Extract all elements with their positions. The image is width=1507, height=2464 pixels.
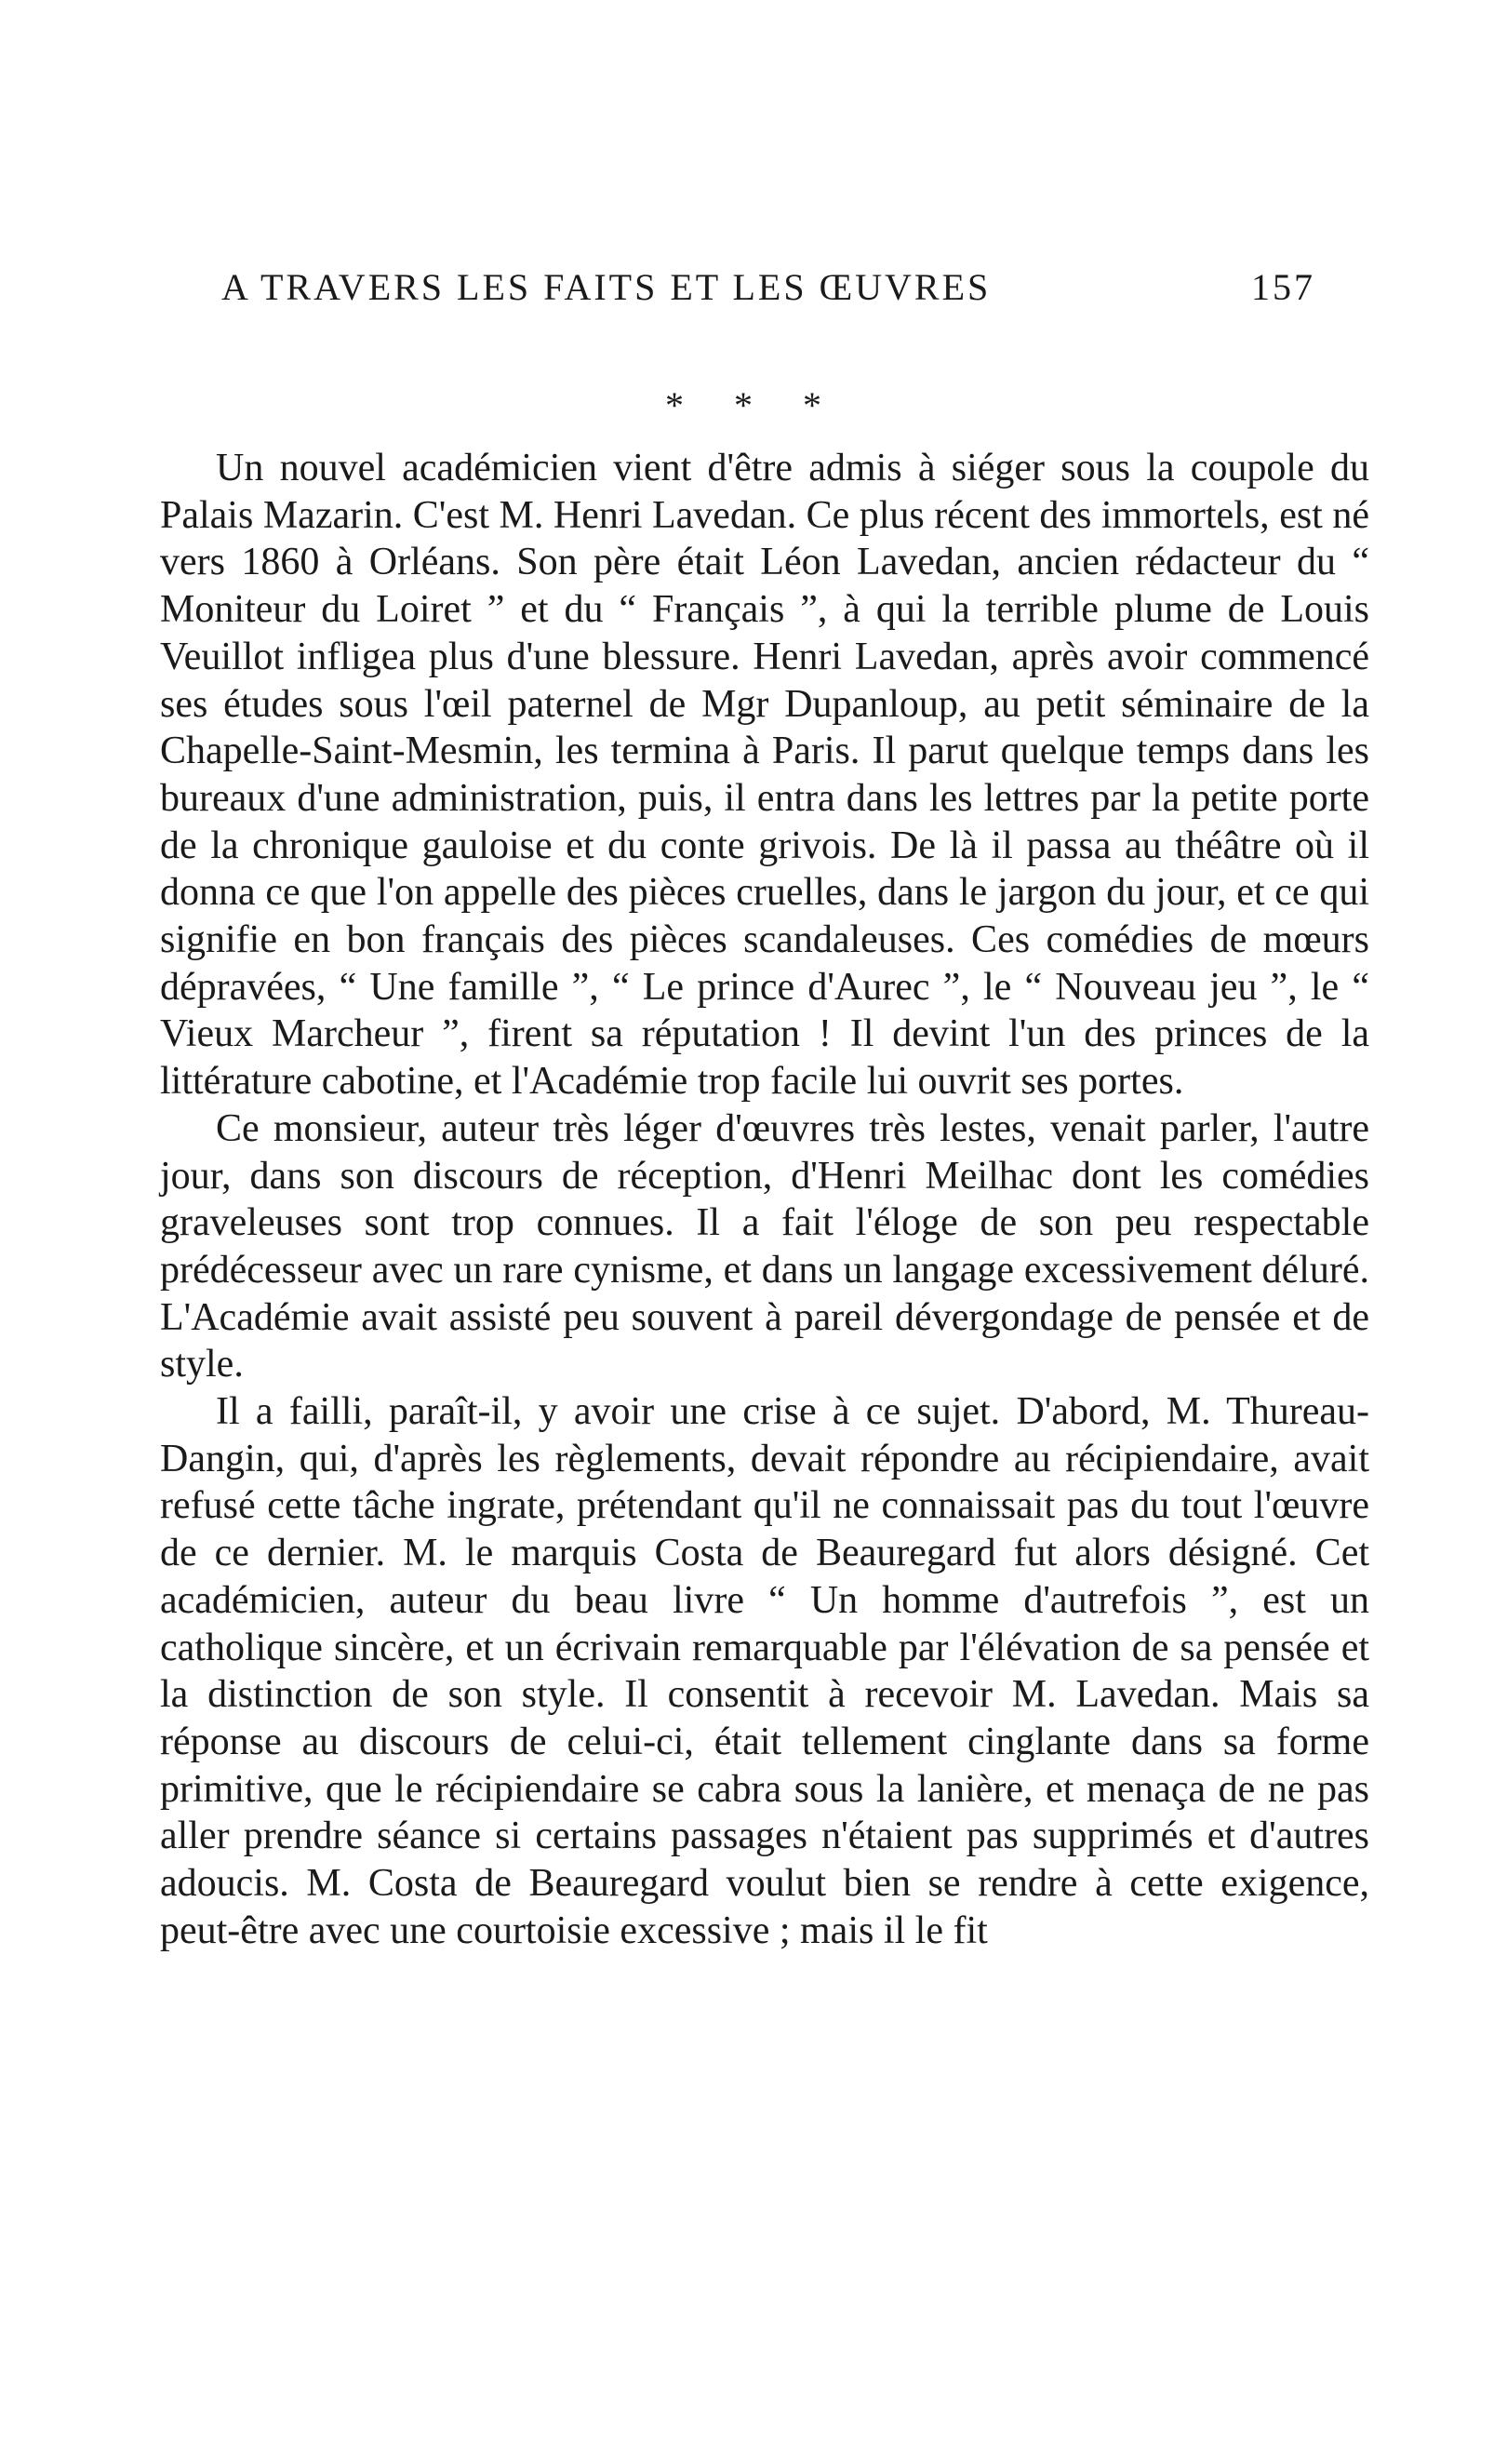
page-number: 157 xyxy=(1251,266,1315,308)
paragraph: Ce monsieur, auteur très léger d'œuvres très lestes, venait parler, l'autre jour, dans son discours de réception, d'Henri Meilhac dont les comédies graveleuses sont trop connues. Il a fait l'éloge de son peu respectable prédécesseur avec un rare cynisme, et dans un langage excessivement déluré. L'Académie avait assisté peu souvent à pareil dévergondage de pensée et de style. xyxy=(160,1106,1369,1386)
paragraph: Un nouvel académicien vient d'être admis à siéger sous la coupole du Palais Mazarin. C'est M. Henri Lavedan. Ce plus récent des immortels, est né vers 1860 à Orléans. Son père était Léon Lavedan, ancien rédacteur du “ Moniteur du Loiret ” et du “ Français ”, à qui la terrible plume de Louis Veuillot infligea plus d'une blessure. Henri Lavedan, après avoir commencé ses études sous l'œil paternel de Mgr Dupanloup, au petit séminaire de la Chapelle-Saint-Mesmin, les termina à Paris. Il parut quelque temps dans les bureaux d'une administration, puis, il entra dans les lettres par la petite porte de la chronique gauloise et du conte grivois. De là il passa au théâtre où il donna ce que l'on appelle des pièces cruelles, dans le jargon du jour, et ce qui signifie en bon français des pièces scandaleuses. Ces comédies de mœurs dépravées, “ Une famille ”, “ Le prince d'Aurec ”, le “ Nouveau jeu ”, le “ Vieux Marcheur ”, firent sa réputation ! Il devint l'un des princes de la littérature cabotine, et l'Académie trop facile lui ouvrit ses portes. xyxy=(160,447,1369,1104)
running-head-title: A TRAVERS LES FAITS ET LES ŒUVRES xyxy=(221,266,992,308)
body-text xyxy=(160,445,1369,1955)
running-head xyxy=(221,265,1315,321)
section-break-asterisks: * * * xyxy=(665,384,842,426)
paragraph: Il a failli, paraît-il, y avoir une crise à ce sujet. D'abord, M. Thureau-Dangin, qui, d'après les règlements, devait répondre au récipiendaire, avait refusé cette tâche ingrate, prétendant qu'il ne connaissait pas du tout l'œuvre de ce dernier. M. le marquis Costa de Beauregard fut alors désigné. Cet académicien, auteur du beau livre “ Un homme d'autrefois ”, est un catholique sincère, et un écrivain remarquable par l'élévation de sa pensée et la distinction de son style. Il consentit à recevoir M. Lavedan. Mais sa réponse au discours de celui-ci, était tellement cinglante dans sa forme primitive, que le récipiendaire se cabra sous la lanière, et menaça de ne pas aller prendre séance si certains passages n'étaient pas supprimés et d'autres adoucis. M. Costa de Beauregard voulut bien se rendre à cette exigence, peut-être avec une courtoisie excessive ; mais il le fit xyxy=(160,1390,1369,1952)
